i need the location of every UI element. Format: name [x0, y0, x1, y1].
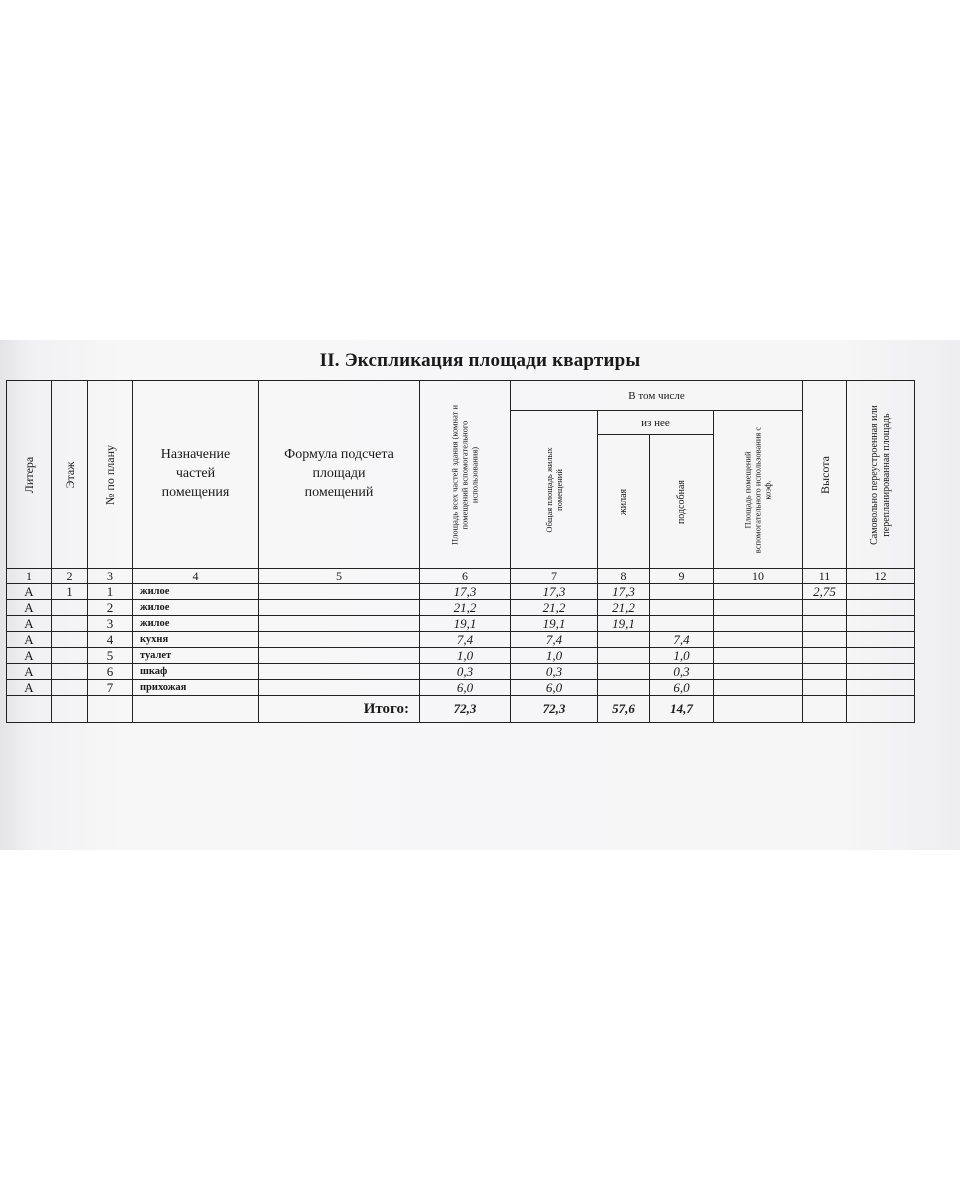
cell-general: 19,1	[511, 616, 598, 632]
cell-etazh	[52, 632, 88, 648]
cell-no: 1	[88, 584, 133, 600]
cell-aux	[650, 616, 714, 632]
col-num: 3	[88, 569, 133, 584]
cell-living: 19,1	[598, 616, 650, 632]
cell-empty	[847, 696, 915, 723]
table-row	[7, 600, 915, 616]
cell-height	[803, 680, 847, 696]
cell-aux: 7,4	[650, 632, 714, 648]
cell-formula	[259, 584, 420, 600]
col-num: 4	[133, 569, 259, 584]
cell-no: 6	[88, 664, 133, 680]
header-formula: Формула подсчета площади помещений	[259, 381, 420, 569]
col-num: 9	[650, 569, 714, 584]
totals-living: 57,6	[598, 696, 650, 723]
cell-name: жилое	[133, 600, 259, 616]
header-podsobnaya: подсобная	[650, 435, 714, 569]
cell-no: 7	[88, 680, 133, 696]
cell-name: шкаф	[133, 664, 259, 680]
cell-height	[803, 632, 847, 648]
cell-living	[598, 664, 650, 680]
cell-general: 6,0	[511, 680, 598, 696]
header-ploshchad-vseh: Площадь всех частей здания (комнат и помещений вспомогательного использования)	[420, 381, 511, 569]
totals-label: Итого:	[259, 696, 420, 723]
cell-empty	[714, 696, 803, 723]
cell-samovol	[847, 648, 915, 664]
header-zhilaya: жилая	[598, 435, 650, 569]
cell-name: туалет	[133, 648, 259, 664]
col-num: 8	[598, 569, 650, 584]
cell-total: 0,3	[420, 664, 511, 680]
cell-empty	[803, 696, 847, 723]
cell-etazh	[52, 664, 88, 680]
cell-empty	[133, 696, 259, 723]
cell-living	[598, 680, 650, 696]
totals-row	[7, 696, 915, 723]
cell-litera: А	[7, 648, 52, 664]
cell-living: 17,3	[598, 584, 650, 600]
header-no-po-planu: № по плану	[88, 381, 133, 569]
cell-total: 7,4	[420, 632, 511, 648]
cell-living	[598, 632, 650, 648]
cell-total: 1,0	[420, 648, 511, 664]
cell-litera: А	[7, 584, 52, 600]
cell-etazh: 1	[52, 584, 88, 600]
cell-samovol	[847, 616, 915, 632]
cell-general: 21,2	[511, 600, 598, 616]
header-obshchaya: Общая площадь жилых помещений	[511, 411, 598, 569]
totals-aux: 14,7	[650, 696, 714, 723]
col-num: 12	[847, 569, 915, 584]
cell-etazh	[52, 616, 88, 632]
cell-empty	[7, 696, 52, 723]
cell-aux: 1,0	[650, 648, 714, 664]
cell-vspom	[714, 648, 803, 664]
cell-living: 21,2	[598, 600, 650, 616]
header-iz-nee: из нее	[598, 411, 714, 435]
cell-height	[803, 664, 847, 680]
cell-name: жилое	[133, 616, 259, 632]
column-numbers-row	[7, 569, 915, 584]
cell-height	[803, 600, 847, 616]
table-row	[7, 616, 915, 632]
cell-vspom	[714, 632, 803, 648]
cell-vspom	[714, 664, 803, 680]
cell-living	[598, 648, 650, 664]
header-naznachenie: Назначение частей помещения	[133, 381, 259, 569]
col-num: 10	[714, 569, 803, 584]
table-body	[7, 584, 915, 696]
cell-samovol	[847, 664, 915, 680]
cell-aux	[650, 600, 714, 616]
cell-litera: А	[7, 664, 52, 680]
cell-vspom	[714, 600, 803, 616]
cell-name: жилое	[133, 584, 259, 600]
cell-aux: 6,0	[650, 680, 714, 696]
col-num: 5	[259, 569, 420, 584]
cell-height: 2,75	[803, 584, 847, 600]
cell-samovol	[847, 584, 915, 600]
page-title: II. Экспликация площади квартиры	[319, 350, 641, 371]
cell-formula	[259, 616, 420, 632]
header-samovolno: Самовольно переустроенная или перепланированная площадь	[847, 381, 915, 569]
cell-total: 17,3	[420, 584, 511, 600]
header-vysota: Высота	[803, 381, 847, 569]
cell-height	[803, 616, 847, 632]
header-vspom: Площадь помещений вспомогательного использования с коэф.	[714, 411, 803, 569]
cell-litera: А	[7, 600, 52, 616]
table-row	[7, 648, 915, 664]
cell-vspom	[714, 680, 803, 696]
cell-no: 4	[88, 632, 133, 648]
cell-aux	[650, 584, 714, 600]
cell-samovol	[847, 680, 915, 696]
cell-samovol	[847, 632, 915, 648]
cell-litera: А	[7, 632, 52, 648]
totals-general: 72,3	[511, 696, 598, 723]
totals-total: 72,3	[420, 696, 511, 723]
cell-no: 5	[88, 648, 133, 664]
cell-general: 17,3	[511, 584, 598, 600]
cell-samovol	[847, 600, 915, 616]
cell-formula	[259, 600, 420, 616]
cell-etazh	[52, 600, 88, 616]
cell-general: 7,4	[511, 632, 598, 648]
table-row	[7, 632, 915, 648]
explication-table	[6, 380, 915, 723]
col-num: 2	[52, 569, 88, 584]
cell-vspom	[714, 584, 803, 600]
cell-empty	[88, 696, 133, 723]
header-etazh: Этаж	[52, 381, 88, 569]
col-num: 7	[511, 569, 598, 584]
cell-formula	[259, 648, 420, 664]
cell-litera: А	[7, 616, 52, 632]
cell-aux: 0,3	[650, 664, 714, 680]
cell-etazh	[52, 648, 88, 664]
cell-no: 2	[88, 600, 133, 616]
col-num: 1	[7, 569, 52, 584]
cell-formula	[259, 632, 420, 648]
col-num: 11	[803, 569, 847, 584]
header-litera: Литера	[7, 381, 52, 569]
cell-total: 21,2	[420, 600, 511, 616]
cell-vspom	[714, 616, 803, 632]
cell-total: 6,0	[420, 680, 511, 696]
col-num: 6	[420, 569, 511, 584]
table-row	[7, 584, 915, 600]
cell-no: 3	[88, 616, 133, 632]
cell-name: кухня	[133, 632, 259, 648]
cell-formula	[259, 680, 420, 696]
cell-empty	[52, 696, 88, 723]
table-row	[7, 664, 915, 680]
cell-etazh	[52, 680, 88, 696]
cell-general: 0,3	[511, 664, 598, 680]
cell-general: 1,0	[511, 648, 598, 664]
cell-name: прихожая	[133, 680, 259, 696]
table-row	[7, 680, 915, 696]
cell-formula	[259, 664, 420, 680]
header-v-tom-chisle: В том числе	[511, 381, 803, 411]
cell-height	[803, 648, 847, 664]
cell-total: 19,1	[420, 616, 511, 632]
cell-litera: А	[7, 680, 52, 696]
